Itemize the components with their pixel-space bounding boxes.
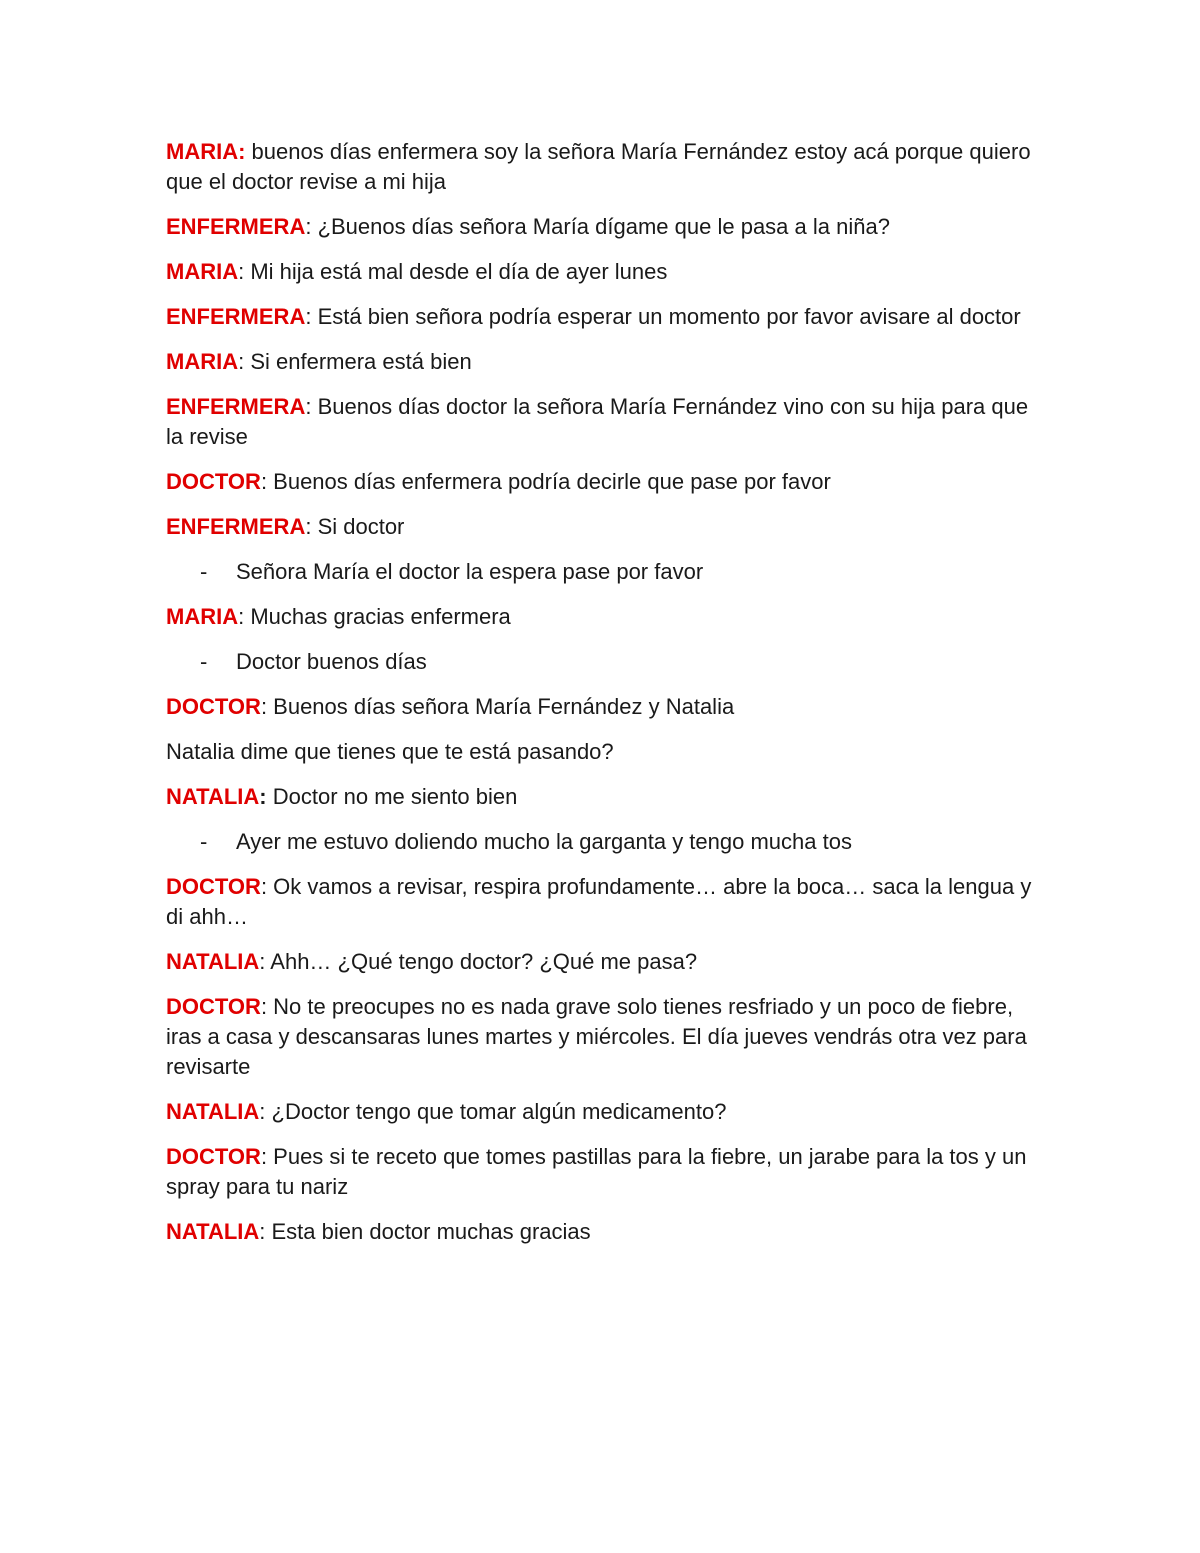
dialogue-line — [166, 302, 1046, 332]
speaker-label: MARIA — [166, 349, 239, 374]
dialogue-line — [166, 212, 1046, 242]
dialogue-line — [166, 872, 1046, 932]
speaker-label: MARIA: — [166, 139, 246, 164]
dialogue-text: : Mi hija está mal desde el día de ayer lunes — [238, 259, 668, 284]
bullet-text: Ayer me estuvo doliendo mucho la garganta y tengo mucha tos — [236, 829, 852, 854]
dialogue-line — [166, 692, 1046, 722]
dialogue-text: : Buenos días enfermera podría decirle que pase por favor — [260, 469, 831, 494]
dialogue-text: : No te preocupes no es nada grave solo tienes resfriado y un poco de fiebre, iras a casa y descansaras lunes martes y miércoles. El día jueves vendrás otra vez para revisarte — [166, 994, 1027, 1079]
dialogue-line — [166, 602, 1046, 632]
dialogue-line — [166, 392, 1046, 452]
bullet-text: Doctor buenos días — [236, 649, 427, 674]
dialogue-line — [166, 992, 1046, 1082]
bullet-dash: - — [200, 559, 208, 584]
dialogue-text: buenos días enfermera soy la señora María Fernández estoy acá porque quiero que el doctor revise a mi hija — [166, 139, 1031, 194]
speaker-label: DOCTOR — [166, 994, 261, 1019]
dialogue-text: : Esta bien doctor muchas gracias — [259, 1219, 591, 1244]
speaker-label: DOCTOR — [166, 874, 261, 899]
dialogue-text: : Si enfermera está bien — [238, 349, 472, 374]
speaker-label: NATALIA — [166, 784, 260, 809]
speaker-label: ENFERMERA — [166, 304, 306, 329]
dialogue-line — [166, 512, 1046, 542]
dialogue-text: Natalia dime que tienes que te está pasando? — [166, 739, 614, 764]
dialogue-line — [166, 347, 1046, 377]
dialogue-text: : Ok vamos a revisar, respira profundamente… abre la boca… saca la lengua y di ahh… — [166, 874, 1032, 929]
speaker-label: DOCTOR — [166, 469, 261, 494]
dialogue-line — [166, 467, 1046, 497]
speaker-label: NATALIA — [166, 1099, 260, 1124]
dialogue-text: : ¿Doctor tengo que tomar algún medicamento? — [259, 1099, 727, 1124]
speaker-label: NATALIA — [166, 1219, 260, 1244]
dialogue-text: Doctor no me siento bien — [266, 784, 518, 809]
dialogue-text: : Está bien señora podría esperar un momento por favor avisare al doctor — [305, 304, 1021, 329]
dialogue-text: : Ahh… ¿Qué tengo doctor? ¿Qué me pasa? — [259, 949, 698, 974]
plain-line — [166, 737, 1046, 767]
bullet-text: Señora María el doctor la espera pase por favor — [236, 559, 704, 584]
speaker-label: MARIA — [166, 259, 239, 284]
dialogue-text: : ¿Buenos días señora María dígame que le pasa a la niña? — [305, 214, 890, 239]
dialogue-line — [166, 1142, 1046, 1202]
speaker-label: MARIA — [166, 604, 239, 629]
speaker-label: NATALIA — [166, 949, 260, 974]
bullet-dash: - — [200, 649, 208, 674]
speaker-label: ENFERMERA — [166, 514, 306, 539]
bullet-line — [166, 827, 1046, 857]
speaker-label: ENFERMERA — [166, 214, 306, 239]
dialogue-text: : Buenos días doctor la señora María Fernández vino con su hija para que la revise — [166, 394, 1029, 449]
dialogue-line — [166, 137, 1046, 197]
dialogue-text: : Muchas gracias enfermera — [238, 604, 511, 629]
dialogue-text: : Pues si te receto que tomes pastillas para la fiebre, un jarabe para la tos y un spray para tu nariz — [166, 1144, 1027, 1199]
dialogue-line — [166, 1097, 1046, 1127]
dialogue-line — [166, 257, 1046, 287]
speaker-label: DOCTOR — [166, 1144, 261, 1169]
speaker-label: ENFERMERA — [166, 394, 306, 419]
speaker-colon: : — [259, 784, 267, 809]
dialogue-text: : Si doctor — [305, 514, 405, 539]
speaker-label: DOCTOR — [166, 694, 261, 719]
dialogue-text: : Buenos días señora María Fernández y Natalia — [260, 694, 735, 719]
dialogue-line — [166, 782, 1046, 812]
dialogue-line — [166, 947, 1046, 977]
dialogue-line — [166, 1217, 1046, 1247]
bullet-line — [166, 557, 1046, 587]
bullet-line — [166, 647, 1046, 677]
document-page — [166, 137, 1046, 1262]
bullet-dash: - — [200, 829, 208, 854]
